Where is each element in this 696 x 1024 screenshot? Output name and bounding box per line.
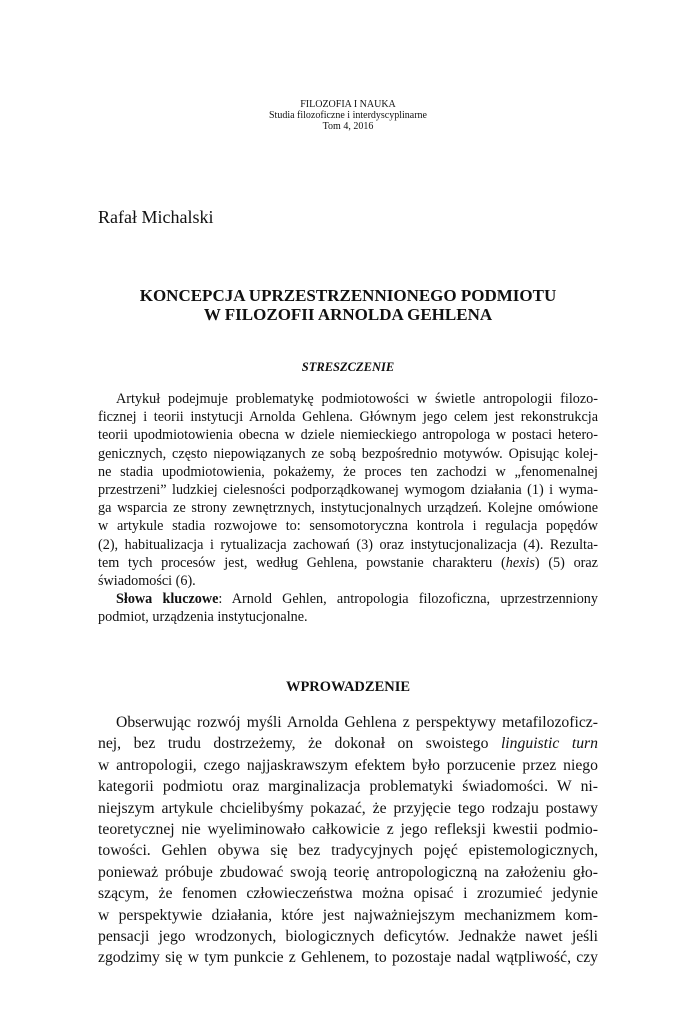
abstract-heading: STRESZCZENIE (301, 360, 395, 374)
body-line: kategorii podmiotu oraz marginalizacja problematyki świadomości. W ni- (98, 778, 598, 796)
abstract-text: ) (5) oraz (534, 554, 598, 571)
abstract-line: świadomości (6). (98, 573, 196, 590)
keywords-line (98, 590, 598, 608)
abstract-line: Artykuł podejmuje problematykę podmiotowości w świetle antropologii filozo- (116, 391, 598, 407)
title-line-1: KONCEPCJA UPRZESTRZENNIONEGO PODMIOTU (139, 286, 557, 305)
abstract-line: (2), habitualizacja i rytualizacja zachowań (3) oraz instytucjonalizacja (4). Rezulta- (98, 536, 598, 553)
body-line: towości. Gehlen obywa się bez tradycyjnych pojęć epistemologicznych, (98, 842, 598, 860)
abstract-text: tem tych procesów jest, według Gehlena, powstanie charakteru ( (98, 554, 506, 571)
body-line: zgodzimy się w tym punkcie z Gehlenem, to pozostaje nadal wątpliwość, czy (98, 949, 598, 967)
abstract-line: w artykule stadia rozwojowe to: sensomotoryczna kontrola i regulacja popędów (98, 518, 598, 535)
abstract-line: ga wsparcia ze strony zewnętrznych, instytucjonalnych urządzeń. Kolejne omówione (98, 500, 598, 517)
keywords-line: podmiot, urządzenia instytucjonalne. (98, 609, 308, 626)
hexis-term: hexis (505, 554, 535, 571)
body-line: Obserwując rozwój myśli Arnolda Gehlena z perspektywy metafilozoficz- (116, 714, 598, 731)
abstract-body (98, 390, 598, 627)
author-name: Rafał Michalski (98, 207, 214, 227)
abstract-line: ne stadia upodmiotowienia, pokażemy, że proces ten zachodzi w „fenomenalnej (98, 463, 598, 480)
journal-volume: Tom 4, 2016 (322, 121, 374, 132)
body-line: niejszym artykule chcielibyśmy pokazać, że przyjęcie tego rodzaju postawy (98, 799, 598, 817)
journal-header (98, 99, 598, 132)
journal-name: FILOZOFIA I NAUKA (300, 99, 396, 110)
intro-body (98, 712, 598, 969)
body-text: nej, bez trudu dostrzeżemy, że dokonał on swoistego (98, 735, 501, 753)
body-line (98, 733, 598, 754)
abstract-line: przestrzeni” ludzkiej cielesności podporządkowanej wymogom działania (1) i wyma- (98, 482, 598, 499)
section-heading: WPROWADZENIE (285, 679, 411, 695)
abstract-line: ficznej i teorii instytucji Arnolda Gehlena. Głównym jego celem jest rekonstrukcja (98, 409, 598, 426)
paper-page (98, 0, 598, 1024)
article-title (98, 286, 598, 324)
linguistic-turn-term: linguistic turn (500, 735, 598, 753)
abstract-line-hexis (98, 554, 598, 572)
journal-subtitle: Studia filozoficzne i interdyscyplinarne (268, 110, 427, 121)
body-line: ponieważ próbuje zbudować swoją teorię antropologiczną na założeniu gło- (98, 863, 598, 881)
keywords-text: : Arnold Gehlen, antropologia filozoficzna, uprzestrzenniony (218, 591, 598, 608)
body-line: pensacji jego wrodzonych, biologicznych deficytów. Jednakże nawet jeśli (98, 928, 598, 946)
abstract-line: teorii upodmiotowienia obecna w dziele niemieckiego antropologa w postaci hetero- (98, 427, 598, 444)
keywords-label: Słowa kluczowe (116, 591, 219, 608)
body-line: teoretycznej nie wyeliminowało całkowicie z jego refleksji kwestii podmio- (98, 821, 598, 839)
body-line: w antropologii, czego najjaskrawszym efektem było porzucenie przez niego (98, 756, 598, 774)
body-line: w perspektywie działania, które jest najważniejszym mechanizmem kom- (98, 906, 598, 924)
abstract-line: genicznych, często niepowiązanych ze sobą bezpośrednio motywów. Opisując kolej- (98, 445, 598, 462)
title-line-2: W FILOZOFII ARNOLDA GEHLENA (203, 305, 493, 324)
body-line: szącym, że fenomen człowieczeństwa można opisać i zrozumieć jedynie (98, 885, 598, 903)
